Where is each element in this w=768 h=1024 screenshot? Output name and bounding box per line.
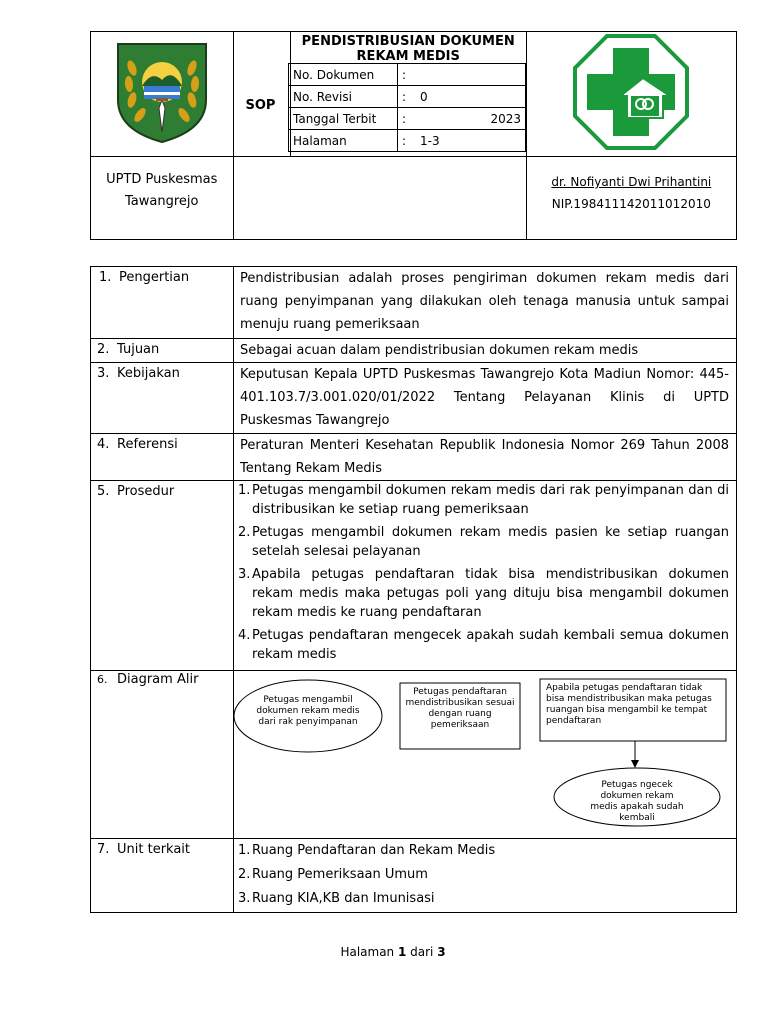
label-diagram: Diagram Alir (117, 672, 199, 687)
label-tujuan: Tujuan (117, 342, 160, 357)
meta-row: No. Revisi : 0 (289, 86, 526, 108)
org-line-2: Tawangrejo (125, 194, 199, 209)
meta-table (288, 63, 526, 152)
row-pengertian: 1. Pengertian Pendistribusian adalah proses pengiriman dokumen rekam medis dari ruang penyimpanan yang dilakukan oleh tenaga manusia untuk sampai menuju ruang pemeriksaan (91, 267, 737, 339)
row-diagram: 6. Diagram Alir Petugas mengambil dokumen rekam medis dari rak penyimpanan Petugas pendaftaran mendistribusikan sesuai dengan ruang pemeriksaan Apabila petugas pendaftaran tidak bisa mendistribusikan maka petugas ruangan bisa mengambil ke tempat pendaftaran Petugas ngecek dokumen rekam medis apakah sudah kembali (91, 671, 737, 839)
procedure-step: 4. Petugas pendaftaran mengecek apakah sudah kembali semua dokumen rekam medis (238, 628, 729, 662)
puskesmas-logo-icon (571, 32, 691, 152)
text-tujuan: Sebagai acuan dalam pendistribusian dokumen rekam medis (234, 339, 737, 363)
meta-row: Halaman : 1-3 (289, 130, 526, 152)
org-cell (91, 157, 234, 240)
flow-text-4: Petugas ngecek dokumen rekam medis apakah sudah kembali (590, 780, 684, 823)
document-title: PENDISTRIBUSIAN DOKUMEN REKAM MEDIS (301, 34, 515, 64)
text-pengertian: Pendistribusian adalah proses pengiriman dokumen rekam medis dari ruang penyimpanan yang dilakukan oleh tenaga manusia untuk sampai menuju ruang pemeriksaan (234, 267, 737, 339)
text-referensi: Peraturan Menteri Kesehatan Republik Indonesia Nomor 269 Tahun 2008 Tentang Rekam Medis (234, 434, 737, 481)
label-referensi: Referensi (117, 437, 178, 452)
label-unit: Unit terkait (117, 842, 191, 857)
puskesmas-logo-cell (526, 32, 736, 157)
city-emblem-icon (110, 40, 214, 144)
page-footer: Halaman 1 dari 3 (340, 945, 446, 959)
row-kebijakan: 3. Kebijakan Keputusan Kepala UPTD Puskesmas Tawangrejo Kota Madiun Nomor: 445-401.103.7/3.001.020/01/2022 Tentang Pelayanan Klinis di UPTD Puskesmas Tawangrejo (91, 363, 737, 434)
unit-item: 1. Ruang Pendaftaran dan Rekam Medis (238, 843, 496, 858)
label-prosedur: Prosedur (117, 484, 175, 499)
row-prosedur: 5. Prosedur 1. Petugas mengambil dokumen rekam medis dari rak penyimpanan dan di distribusikan ke setiap ruang pemeriksaan 2. Petugas mengambil dokumen rekam medis pasien ke setiap ruangan setelah selesai pelayanan 3. Apabila petugas pendaftaran tidak bisa mendistribusikan dokumen rekam medis maka petugas poli yang dituju bisa mengambil dokumen rekam medis ke ruang pendaftaran 4. Petugas pendaftaran mengecek apakah sudah kembali semua dokumen rekam medis (91, 481, 737, 671)
city-emblem-cell (91, 32, 234, 157)
row-unit: 7. Unit terkait 1. Ruang Pendaftaran dan Rekam Medis 2. Ruang Pemeriksaan Umum 3. Ruang KIA,KB dan Imunisasi (91, 839, 737, 913)
sop-content-table (90, 266, 737, 913)
label-kebijakan: Kebijakan (117, 366, 180, 381)
prosedur-steps (234, 481, 737, 671)
flow-diagram (234, 671, 737, 839)
signer-name: dr. Nofiyanti Dwi Prihantini (551, 175, 712, 189)
flow-text-3: Apabila petugas pendaftaran tidak bisa mendistribusikan maka petugas ruangan bisa mengambil ke tempat pendaftaran (546, 683, 712, 726)
page-total: 3 (437, 945, 446, 959)
signer-nip: NIP.198411142011012010 (551, 197, 711, 211)
text-kebijakan: Keputusan Kepala UPTD Puskesmas Tawangrejo Kota Madiun Nomor: 445-401.103.7/3.001.020/01/2022 Tentang Pelayanan Klinis di UPTD Puskesmas Tawangrejo (234, 363, 737, 434)
row-tujuan: 2. Tujuan Sebagai acuan dalam pendistribusian dokumen rekam medis (91, 339, 737, 363)
meta-row: No. Dokumen : (289, 64, 526, 86)
flow-text-2: Petugas pendaftaran mendistribusikan sesuai dengan ruang pemeriksaan (405, 687, 515, 730)
sop-cell (233, 32, 290, 157)
meta-row: Tanggal Terbit : 2023 (289, 108, 526, 130)
procedure-step: 2. Petugas mengambil dokumen rekam medis pasien ke setiap ruangan setelah selesai pelayanan (238, 525, 729, 559)
procedure-step: 1. Petugas mengambil dokumen rekam medis dari rak penyimpanan dan di distribusikan ke setiap ruang pemeriksaan (238, 483, 729, 517)
label-pengertian: Pengertian (119, 270, 190, 285)
org-line-1: UPTD Puskesmas (106, 172, 218, 187)
unit-item: 3. Ruang KIA,KB dan Imunisasi (238, 891, 435, 906)
unit-item: 2. Ruang Pemeriksaan Umum (238, 867, 428, 882)
page-number: 1 (397, 945, 407, 959)
empty-cell (233, 157, 526, 240)
procedure-step: 3. Apabila petugas pendaftaran tidak bisa mendistribusikan dokumen rekam medis maka petugas poli yang dituju bisa mengambil dokumen rekam medis ke ruang pendaftaran (238, 567, 729, 620)
row-referensi: 4. Referensi Peraturan Menteri Kesehatan Republik Indonesia Nomor 269 Tahun 2008 Tentang Rekam Medis (91, 434, 737, 481)
sop-label: SOP (245, 98, 276, 113)
unit-list (234, 839, 737, 913)
flow-text-1: Petugas mengambil dokumen rekam medis dari rak penyimpanan (256, 695, 360, 727)
signer-cell (526, 157, 736, 240)
